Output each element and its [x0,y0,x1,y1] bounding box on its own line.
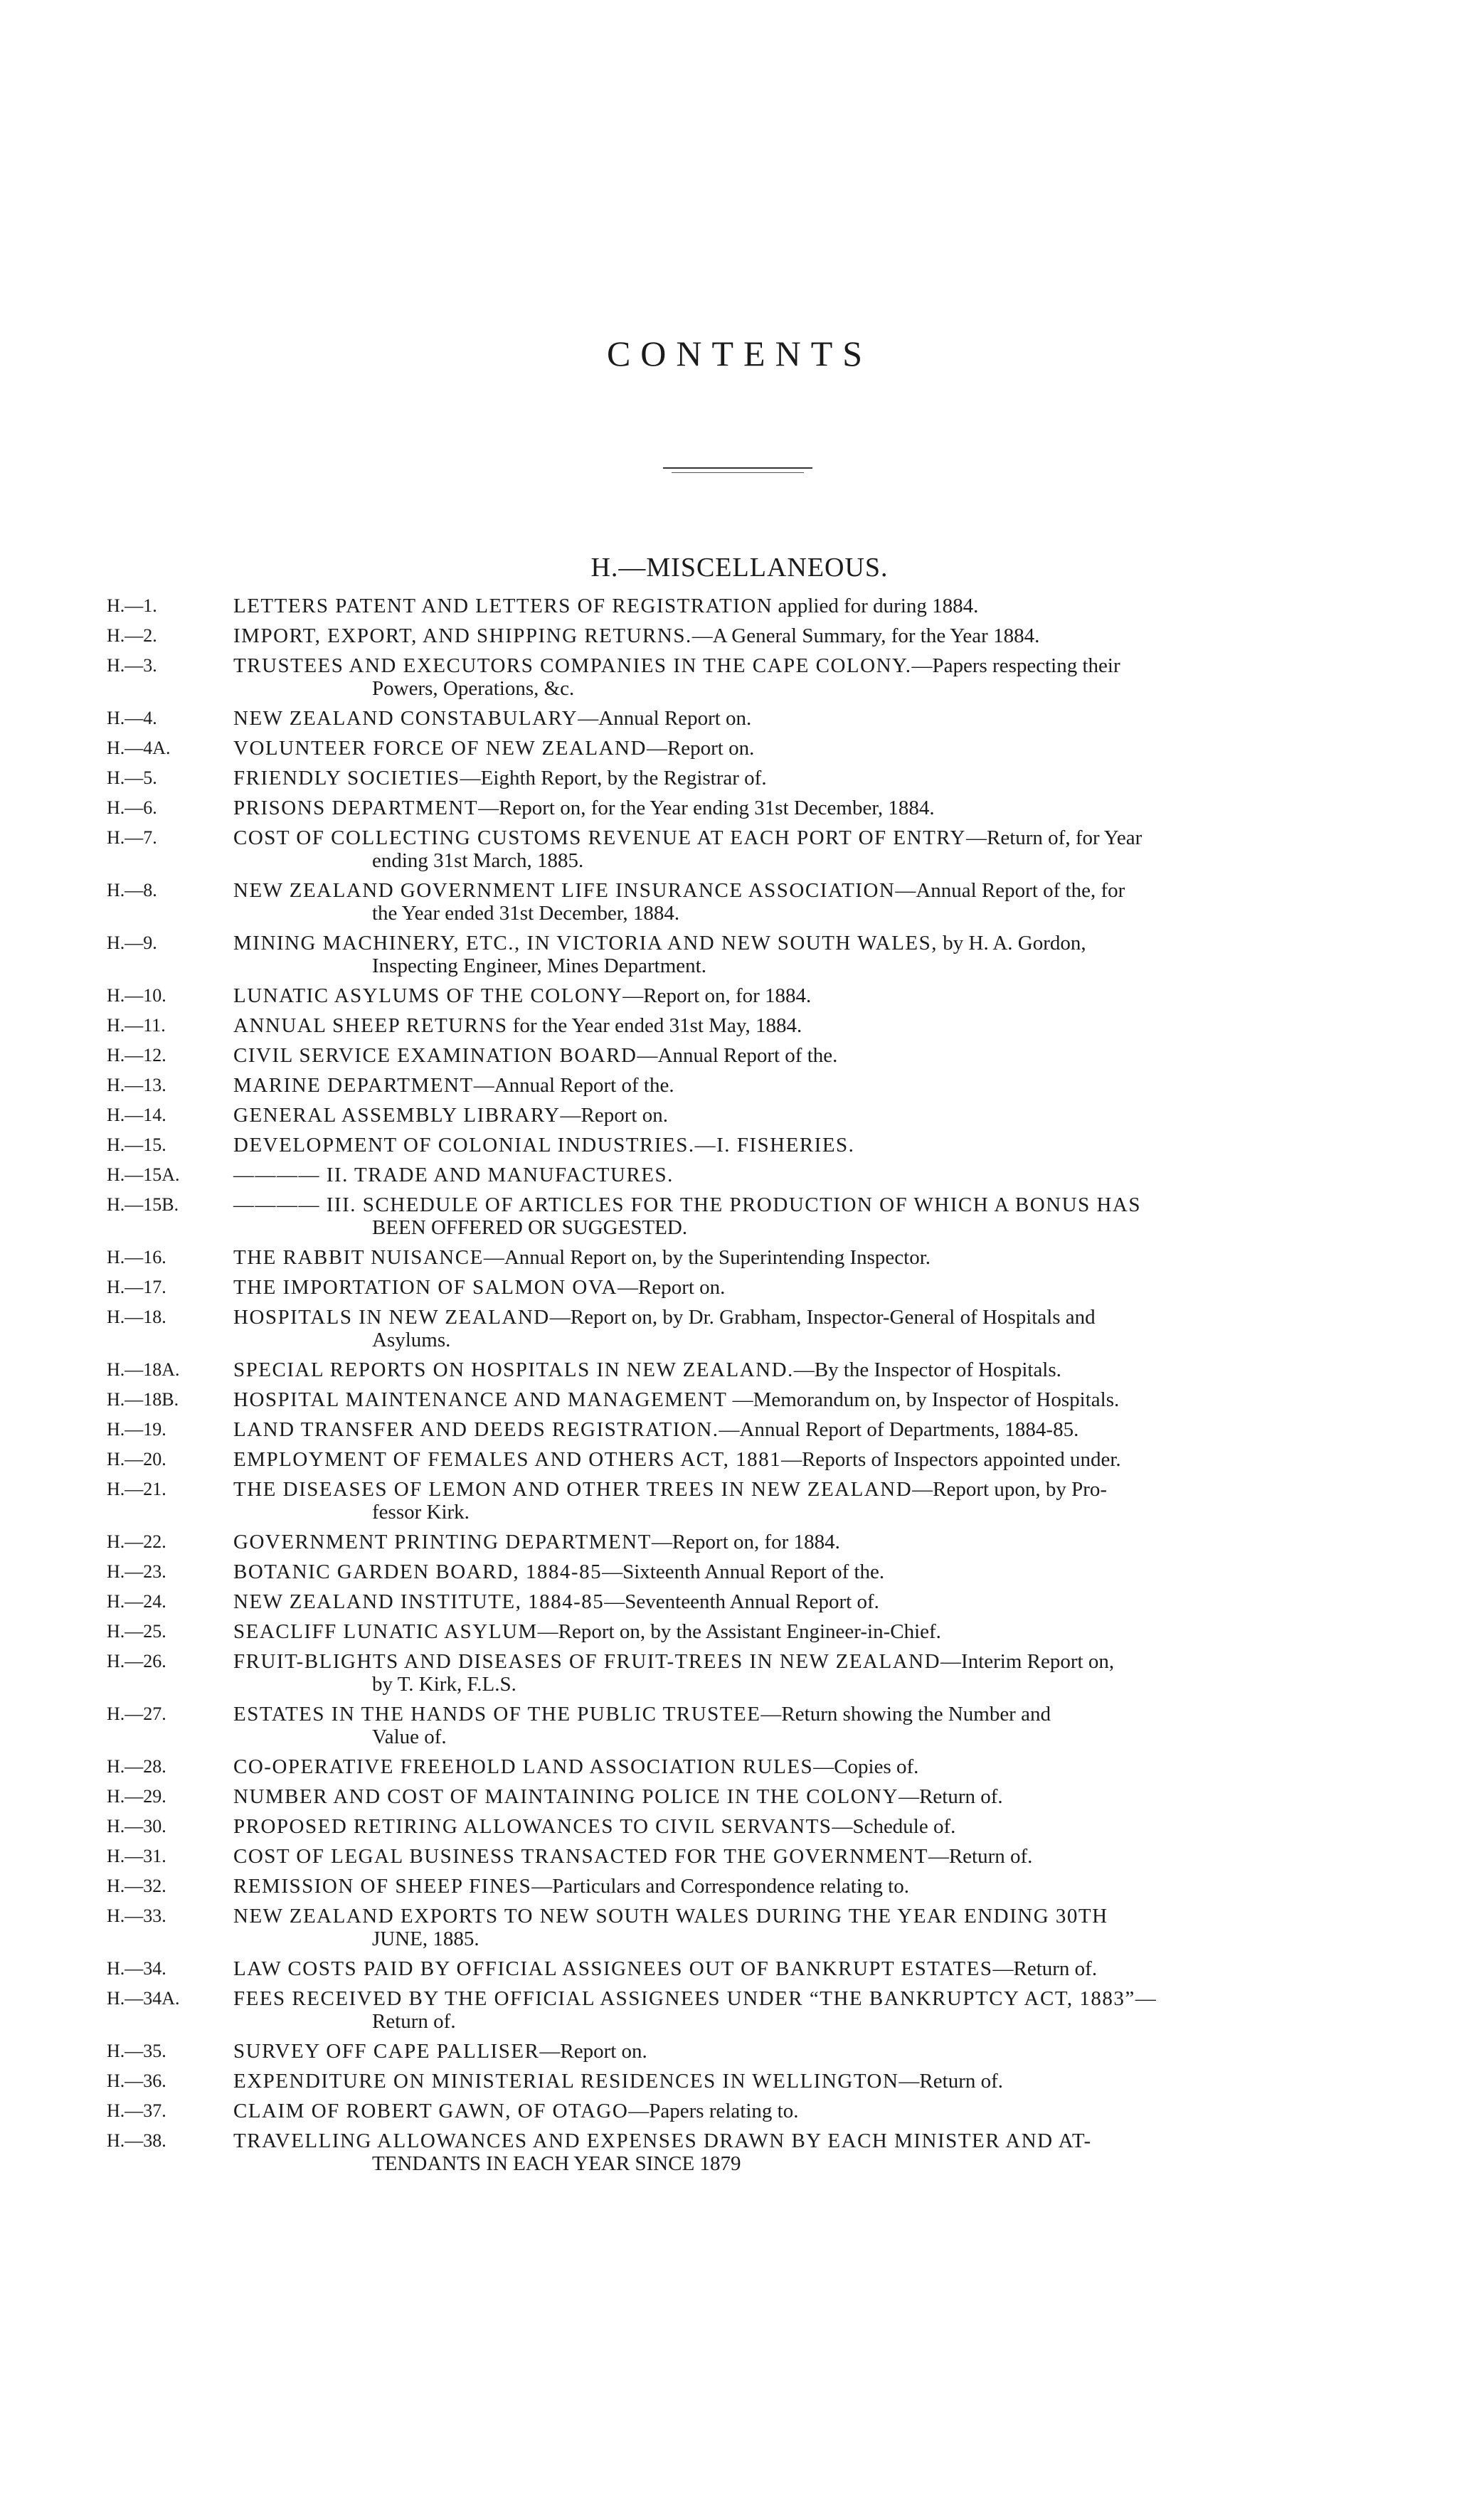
entry-title: NEW ZEALAND INSTITUTE, 1884-85 [233,1590,605,1613]
contents-entry [107,1193,1366,1239]
entry-continuation: Asylums. [372,1329,451,1351]
contents-entry [107,1561,1366,1583]
entry-first-line [233,1987,1366,2010]
entry-title: BOTANIC GARDEN BOARD, 1884-85 [233,1561,603,1583]
entry-title: HOSPITAL MAINTENANCE AND MANAGEMENT [233,1388,728,1411]
entry-first-line [233,1359,1366,1381]
entry-title: MINING MACHINERY, ETC., IN VICTORIA AND NEW SOUTH WALES, [233,932,938,955]
entry-body [233,1845,1366,1868]
entry-body [233,797,1366,819]
entry-first-line [233,1418,1366,1441]
entry-body [233,1815,1366,1838]
entry-first-line [233,932,1366,955]
entry-first-line [233,2040,1366,2063]
entry-title: REMISSION OF SHEEP FINES [233,1875,532,1898]
entry-title: LUNATIC ASYLUMS OF THE COLONY [233,984,623,1007]
entry-title: SURVEY OFF CAPE PALLISER [233,2040,540,2063]
entry-code: H.—6. [107,797,157,818]
entry-first-line [233,707,1366,730]
entry-first-line [233,1785,1366,1808]
entry-code: H.—15. [107,1134,166,1155]
entry-body [233,737,1366,760]
entry-code: H.—5. [107,767,157,788]
entry-body [233,1246,1366,1269]
entry-description: —Report on, for 1884. [622,984,812,1007]
entry-title: LAW COSTS PAID BY OFFICIAL ASSIGNEES OUT OF BANKRUPT ESTATES [233,1957,993,1980]
entry-title: SEACLIFF LUNATIC ASYLUM [233,1620,538,1643]
entry-body [233,1561,1366,1583]
entry-continuation: BEEN OFFERED OR SUGGESTED. [372,1216,688,1239]
contents-entry [107,1014,1366,1037]
entry-title: NEW ZEALAND GOVERNMENT LIFE INSURANCE ASSOCIATION [233,879,896,902]
entry-code: H.—30. [107,1816,166,1836]
entry-body [233,2040,1366,2063]
entry-code: H.—36. [107,2070,166,2091]
entry-first-line [233,826,1366,849]
entry-description: for the Year ended 31st May, 1884. [507,1014,802,1037]
entry-description: —Papers respecting their [911,654,1120,677]
entry-continuation: JUNE, 1885. [372,1928,479,1950]
entry-title: LETTERS PATENT AND LETTERS OF REGISTRATION [233,595,773,617]
entry-body [233,1620,1366,1643]
entry-code: H.—4A. [107,738,171,758]
entry-first-line [233,1650,1366,1673]
entry-body [233,1703,1366,1748]
entry-title: MARINE DEPARTMENT [233,1074,474,1097]
entry-first-line [233,654,1366,677]
entry-description: —Annual Report of the, for [895,879,1125,902]
contents-entry [107,707,1366,730]
entry-first-line [233,797,1366,819]
entry-first-line [233,1957,1366,1980]
entry-continuation: the Year ended 31st December, 1884. [372,902,680,925]
entry-continuation: Powers, Operations, &c. [372,677,575,700]
entry-description: —Interim Report on, [940,1650,1115,1673]
contents-entry [107,767,1366,790]
entry-first-line [233,1044,1366,1067]
entry-body [233,932,1366,977]
entry-continuation: ending 31st March, 1885. [372,849,584,872]
entry-code: H.—23. [107,1561,166,1582]
entry-code: H.—25. [107,1621,166,1642]
entry-body [233,1531,1366,1553]
entry-body [233,1478,1366,1524]
entry-description: —Schedule of. [832,1815,956,1838]
entry-body [233,1590,1366,1613]
entry-body [233,1448,1366,1471]
entry-code: H.—20. [107,1449,166,1469]
entry-title: ANNUAL SHEEP RETURNS [233,1014,508,1037]
entry-first-line [233,1388,1366,1411]
entry-description: —Annual Report of the. [473,1074,674,1097]
contents-entry [107,1134,1366,1157]
entry-code: H.—16. [107,1247,166,1267]
entry-code: H.—11. [107,1015,166,1036]
contents-entry [107,737,1366,760]
entry-first-line [233,1875,1366,1898]
entry-code: H.—28. [107,1756,166,1777]
entry-body [233,1074,1366,1097]
contents-entry [107,932,1366,977]
entry-title: LAND TRANSFER AND DEEDS REGISTRATION. [233,1418,719,1441]
contents-entry [107,1418,1366,1441]
entry-body [233,1785,1366,1808]
entry-title: TRUSTEES AND EXECUTORS COMPANIES IN THE CAPE COLONY. [233,654,912,677]
entry-code: H.—19. [107,1419,166,1440]
entry-title: SPECIAL REPORTS ON HOSPITALS IN NEW ZEALAND. [233,1359,794,1381]
contents-entry [107,1044,1366,1067]
contents-entry [107,1104,1366,1127]
entry-title: ———— III. SCHEDULE OF ARTICLES FOR THE PRODUCTION OF WHICH A BONUS HAS [233,1193,1141,1216]
entry-code: H.—31. [107,1846,166,1866]
contents-entry [107,1785,1366,1808]
contents-entry [107,1875,1366,1898]
contents-entry [107,1306,1366,1351]
entry-continuation: Value of. [372,1726,447,1748]
entry-description: —Return of. [898,1785,1003,1808]
entry-title: IMPORT, EXPORT, AND SHIPPING RETURNS. [233,624,692,647]
entry-description: —Eighth Report, by the Registrar of. [460,767,767,790]
entry-description: —Return of. [928,1845,1033,1868]
entry-description: —Report on. [560,1104,668,1127]
entry-code: H.—8. [107,880,157,900]
entry-code: H.—22. [107,1531,166,1552]
entry-body [233,1987,1366,2033]
entry-body [233,2100,1366,2122]
entry-first-line [233,1478,1366,1501]
entry-description: —Annual Report of the. [637,1044,838,1067]
entry-title: EMPLOYMENT OF FEMALES AND OTHERS ACT, 1881 [233,1448,782,1471]
entry-description: — [1135,1987,1156,2010]
contents-entry [107,1987,1366,2033]
entry-description: —Report on. [539,2040,647,2063]
title-rule-secondary [672,472,804,473]
entry-first-line [233,1246,1366,1269]
entry-title: PROPOSED RETIRING ALLOWANCES TO CIVIL SERVANTS [233,1815,832,1838]
entry-description: —Report upon, by Pro- [912,1478,1108,1501]
entry-continuation: TENDANTS IN EACH YEAR SINCE 1879 [372,2152,741,2175]
entry-code: H.—18A. [107,1359,180,1380]
entry-code: H.—15A. [107,1164,180,1185]
entry-first-line [233,1164,1366,1186]
entry-body [233,1755,1366,1778]
entry-body [233,1418,1366,1441]
entry-first-line [233,1104,1366,1127]
entry-body [233,707,1366,730]
contents-entry [107,1164,1366,1186]
entry-description: —Report on, for 1884. [651,1531,840,1553]
entry-title: CO-OPERATIVE FREEHOLD LAND ASSOCIATION RULES [233,1755,814,1778]
title-rule [663,467,812,469]
entry-code: H.—37. [107,2100,166,2121]
entry-description: —Report on, for the Year ending 31st December, 1884. [478,797,935,819]
contents-entry [107,1957,1366,1980]
entry-description: —Return showing the Number and [760,1703,1051,1726]
contents-entry [107,1620,1366,1643]
entry-title: TRAVELLING ALLOWANCES AND EXPENSES DRAWN BY EACH MINISTER AND AT- [233,2130,1092,2152]
entry-body [233,1359,1366,1381]
entry-first-line [233,737,1366,760]
entry-title: THE DISEASES OF LEMON AND OTHER TREES IN NEW ZEALAND [233,1478,913,1501]
entry-code: H.—14. [107,1105,166,1125]
contents-entry [107,1815,1366,1838]
entry-first-line [233,1193,1366,1216]
entry-title: GOVERNMENT PRINTING DEPARTMENT [233,1531,652,1553]
entry-title: CIVIL SERVICE EXAMINATION BOARD [233,1044,637,1067]
entry-body [233,1957,1366,1980]
entry-title: COST OF LEGAL BUSINESS TRANSACTED FOR THE GOVERNMENT [233,1845,928,1868]
entry-title: THE IMPORTATION OF SALMON OVA [233,1276,617,1299]
entry-body [233,1306,1366,1351]
contents-entry [107,984,1366,1007]
contents-list [107,595,1366,2182]
entry-body [233,1388,1366,1411]
contents-entry [107,1755,1366,1778]
entry-first-line [233,1074,1366,1097]
entry-description: applied for during 1884. [773,595,979,617]
contents-entry [107,1359,1366,1381]
contents-entry [107,2100,1366,2122]
entry-first-line [233,1590,1366,1613]
entry-code: H.—32. [107,1876,166,1896]
entry-first-line [233,2070,1366,2093]
contents-entry [107,1448,1366,1471]
contents-entry [107,1905,1366,1950]
entry-body [233,984,1366,1007]
entry-description: —Return of. [992,1957,1098,1980]
contents-entry [107,1650,1366,1696]
entry-body [233,1014,1366,1037]
entry-code: H.—29. [107,1786,166,1807]
entry-title: FEES RECEIVED BY THE OFFICIAL ASSIGNEES UNDER “THE BANKRUPTCY ACT, 1883” [233,1987,1135,2010]
entry-code: H.—18B. [107,1389,179,1410]
entry-body [233,1905,1366,1950]
entry-body [233,826,1366,872]
entry-code: H.—15B. [107,1194,179,1215]
entry-description: —Papers relating to. [628,2100,799,2122]
entry-body [233,879,1366,925]
entry-description: —Return of, for Year [965,826,1143,849]
entry-body [233,1193,1366,1239]
entry-code: H.—26. [107,1651,166,1671]
contents-entry [107,826,1366,872]
entry-first-line [233,767,1366,790]
entry-continuation: Inspecting Engineer, Mines Department. [372,955,706,977]
entry-description: by H. A. Gordon, [938,932,1086,955]
entry-description: —Memorandum on, by Inspector of Hospitals. [727,1388,1120,1411]
entry-title: NUMBER AND COST OF MAINTAINING POLICE IN THE COLONY [233,1785,899,1808]
contents-entry [107,2040,1366,2063]
entry-first-line [233,1014,1366,1037]
entry-body [233,1875,1366,1898]
entry-description: —Report on, by the Assistant Engineer-in-Chief. [537,1620,941,1643]
entry-code: H.—10. [107,985,166,1006]
entry-body [233,654,1366,700]
entry-code: H.—35. [107,2041,166,2061]
entry-first-line [233,1905,1366,1928]
entry-description: —Report on, by Dr. Grabham, Inspector-General of Hospitals and [549,1306,1096,1329]
entry-code: H.—2. [107,625,157,646]
entry-description: —Copies of. [813,1755,919,1778]
entry-description: —Return of. [898,2070,1004,2093]
entry-code: H.—27. [107,1703,166,1724]
entry-first-line [233,624,1366,647]
entry-code: H.—34. [107,1958,166,1979]
entry-first-line [233,984,1366,1007]
contents-entry [107,595,1366,617]
contents-entry [107,1478,1366,1524]
entry-first-line [233,1306,1366,1329]
entry-body [233,2130,1366,2175]
entry-body [233,595,1366,617]
entry-body [233,1044,1366,1067]
entry-first-line [233,1620,1366,1643]
entry-code: H.—17. [107,1277,166,1297]
page-title: CONTENTS [606,334,873,373]
entry-body [233,1104,1366,1127]
entry-code: H.—18. [107,1307,166,1327]
contents-entry [107,1531,1366,1553]
entry-title: FRUIT-BLIGHTS AND DISEASES OF FRUIT-TREES IN NEW ZEALAND [233,1650,941,1673]
entry-continuation: by T. Kirk, F.L.S. [372,1673,516,1696]
entry-code: H.—3. [107,655,157,676]
entry-title: CLAIM OF ROBERT GAWN, OF OTAGO [233,2100,629,2122]
entry-description: —Annual Report on, by the Superintending Inspector. [483,1246,931,1269]
entry-first-line [233,1755,1366,1778]
entry-code: H.—34A. [107,1988,180,2009]
contents-entry [107,1703,1366,1748]
entry-first-line [233,1845,1366,1868]
entry-code: H.—24. [107,1591,166,1612]
entry-first-line [233,1561,1366,1583]
entry-description: —Annual Report of Departments, 1884-85. [719,1418,1079,1441]
entry-first-line [233,595,1366,617]
entry-description: —By the Inspector of Hospitals. [793,1359,1061,1381]
entry-title: VOLUNTEER FORCE OF NEW ZEALAND [233,737,647,760]
entry-first-line [233,1815,1366,1838]
entry-title: DEVELOPMENT OF COLONIAL INDUSTRIES.—I. FISHERIES. [233,1134,855,1157]
entry-code: H.—21. [107,1479,166,1499]
entry-first-line [233,1448,1366,1471]
entry-code: H.—33. [107,1905,166,1926]
entry-title: NEW ZEALAND CONSTABULARY [233,707,578,730]
entry-title: THE RABBIT NUISANCE [233,1246,484,1269]
entry-description: —Seventeenth Annual Report of. [604,1590,879,1613]
entry-title: ESTATES IN THE HANDS OF THE PUBLIC TRUSTEE [233,1703,761,1726]
entry-body [233,1650,1366,1696]
entry-code: H.—9. [107,932,157,953]
entry-description: —Reports of Inspectors appointed under. [781,1448,1121,1471]
entry-description: —Annual Report on. [578,707,752,730]
entry-title: NEW ZEALAND EXPORTS TO NEW SOUTH WALES DURING THE YEAR ENDING 30TH [233,1905,1108,1928]
contents-entry [107,1590,1366,1613]
entry-title: COST OF COLLECTING CUSTOMS REVENUE AT EACH PORT OF ENTRY [233,826,966,849]
entry-title: EXPENDITURE ON MINISTERIAL RESIDENCES IN WELLINGTON [233,2070,899,2093]
entry-body [233,1134,1366,1157]
section-heading: H.—MISCELLANEOUS. [590,553,889,583]
contents-entry [107,1845,1366,1868]
entry-first-line [233,2100,1366,2122]
entry-body [233,767,1366,790]
entry-description: —Report on. [646,737,755,760]
entry-first-line [233,1703,1366,1726]
entry-description: —Report on. [617,1276,726,1299]
contents-entry [107,1276,1366,1299]
entry-first-line [233,1134,1366,1157]
entry-title: HOSPITALS IN NEW ZEALAND [233,1306,550,1329]
entry-code: H.—4. [107,708,157,728]
entry-first-line [233,879,1366,902]
entry-description: —Sixteenth Annual Report of the. [602,1561,885,1583]
contents-entry [107,797,1366,819]
entry-code: H.—38. [107,2130,166,2151]
entry-code: H.—1. [107,595,157,616]
entry-title: GENERAL ASSEMBLY LIBRARY [233,1104,561,1127]
entry-body [233,1276,1366,1299]
contents-entry [107,1388,1366,1411]
contents-entry [107,1074,1366,1097]
contents-entry [107,2070,1366,2093]
contents-entry [107,2130,1366,2175]
entry-description: —Particulars and Correspondence relating to. [531,1875,909,1898]
entry-code: H.—7. [107,827,157,848]
entry-body [233,2070,1366,2093]
entry-continuation: Return of. [372,2010,456,2033]
contents-entry [107,1246,1366,1269]
entry-first-line [233,1531,1366,1553]
entry-title: FRIENDLY SOCIETIES [233,767,460,790]
entry-continuation: fessor Kirk. [372,1501,470,1524]
entry-first-line [233,2130,1366,2152]
entry-first-line [233,1276,1366,1299]
entry-code: H.—12. [107,1045,166,1065]
contents-entry [107,879,1366,925]
entry-title: ———— II. TRADE AND MANUFACTURES. [233,1164,674,1186]
entry-description: —A General Summary, for the Year 1884. [691,624,1040,647]
contents-entry [107,624,1366,647]
contents-entry [107,654,1366,700]
entry-body [233,624,1366,647]
entry-body [233,1164,1366,1186]
entry-title: PRISONS DEPARTMENT [233,797,479,819]
entry-code: H.—13. [107,1075,166,1095]
